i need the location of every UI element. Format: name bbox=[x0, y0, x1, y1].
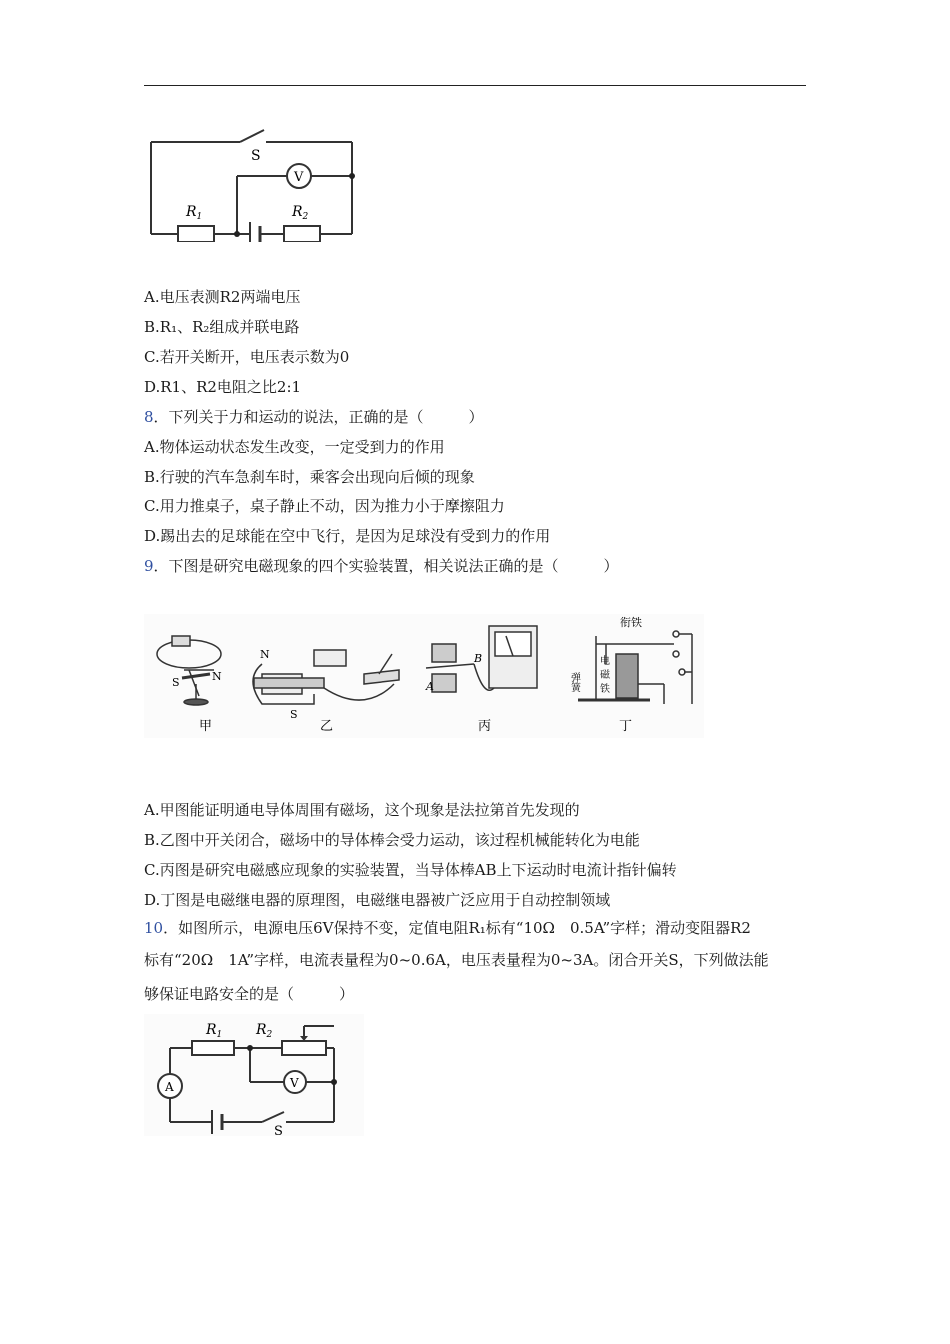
question-number: 9 bbox=[144, 557, 154, 575]
q9-option-b: B.乙图中开关闭合，磁场中的导体棒会受力运动，该过程机械能转化为电能 bbox=[144, 831, 640, 849]
junction-dot bbox=[234, 231, 240, 237]
caption-jia: 甲 bbox=[199, 719, 213, 734]
jia-n-label: N bbox=[212, 670, 222, 683]
switch-label: S bbox=[251, 148, 261, 164]
junction-dot bbox=[349, 173, 355, 179]
ding-ci-label: 磁 bbox=[600, 670, 610, 681]
switch-label: S bbox=[274, 1124, 283, 1136]
ding-xiantie-label: 衔铁 bbox=[620, 616, 642, 629]
q7-option-a: A.电压表测R2两端电压 bbox=[144, 288, 301, 306]
junction-dot bbox=[331, 1079, 337, 1085]
question-number: 8 bbox=[144, 408, 154, 426]
bing-a-label: A bbox=[426, 680, 434, 693]
ding-tie-label: 铁 bbox=[600, 684, 610, 695]
header-rule bbox=[144, 85, 806, 86]
q10-stem-line-2: 标有“20Ω 1A”字样，电流表量程为0~0.6A，电压表量程为0~3A。闭合开关S，下列做法能 bbox=[144, 951, 769, 969]
junction-dot bbox=[247, 1045, 253, 1051]
circuit-diagram-q7 bbox=[144, 118, 360, 242]
caption-yi: 乙 bbox=[320, 719, 334, 734]
r1-label: $R_1$ bbox=[206, 1022, 223, 1040]
electromagnet-experiments-figure bbox=[144, 614, 704, 738]
q8-option-c: C.用力推桌子，桌子静止不动，因为推力小于摩擦阻力 bbox=[144, 497, 505, 515]
q10-stem-line-3: 够保证电路安全的是（ ） bbox=[144, 985, 355, 1003]
q9-option-a: A.甲图能证明通电导体周围有磁场，这个现象是法拉第首先发现的 bbox=[144, 801, 580, 819]
yi-n-label: N bbox=[260, 648, 270, 661]
ding-tanhuang-label: 弹簧 bbox=[568, 672, 580, 692]
r2-label: $R_2$ bbox=[256, 1022, 273, 1040]
voltmeter-label: V bbox=[290, 1076, 299, 1090]
q9-option-d: D.丁图是电磁继电器的原理图，电磁继电器被广泛应用于自动控制领域 bbox=[144, 891, 611, 909]
ammeter-label: A bbox=[165, 1080, 174, 1094]
q8-option-a: A.物体运动状态发生改变，一定受到力的作用 bbox=[144, 438, 445, 456]
yi-s-label: S bbox=[290, 708, 298, 721]
q8-option-d: D.踢出去的足球能在空中飞行，是因为足球没有受到力的作用 bbox=[144, 527, 551, 545]
q7-option-d: D.R1、R2电阻之比2:1 bbox=[144, 378, 302, 396]
circuit-diagram-q10 bbox=[144, 1014, 364, 1136]
r2-label: $R_2$ bbox=[292, 204, 309, 222]
voltmeter-label: V bbox=[294, 170, 304, 185]
caption-ding: 丁 bbox=[619, 719, 633, 734]
q8-option-b: B.行驶的汽车急刹车时，乘客会出现向后倾的现象 bbox=[144, 468, 475, 486]
ding-dian-label: 电 bbox=[600, 656, 610, 667]
jia-s-label: S bbox=[172, 676, 180, 689]
q9-option-c: C.丙图是研究电磁感应现象的实验装置，当导体棒AB上下运动时电流计指针偏转 bbox=[144, 861, 677, 879]
question-number: 10 bbox=[144, 919, 164, 937]
q8-stem: 8．下列关于力和运动的说法，正确的是（ ） bbox=[144, 408, 484, 426]
r1-label: $R_1$ bbox=[186, 204, 203, 222]
q9-stem: 9．下图是研究电磁现象的四个实验装置，相关说法正确的是（ ） bbox=[144, 557, 619, 575]
caption-bing: 丙 bbox=[478, 719, 492, 734]
q7-option-b: B.R₁、R₂组成并联电路 bbox=[144, 318, 300, 336]
bing-b-label: B bbox=[474, 652, 483, 665]
q7-option-c: C.若开关断开，电压表示数为0 bbox=[144, 348, 350, 366]
q10-stem-line-1: 10．如图所示，电源电压6V保持不变，定值电阻R₁标有“10Ω 0.5A”字样；滑动变阻器R2 bbox=[144, 919, 751, 937]
